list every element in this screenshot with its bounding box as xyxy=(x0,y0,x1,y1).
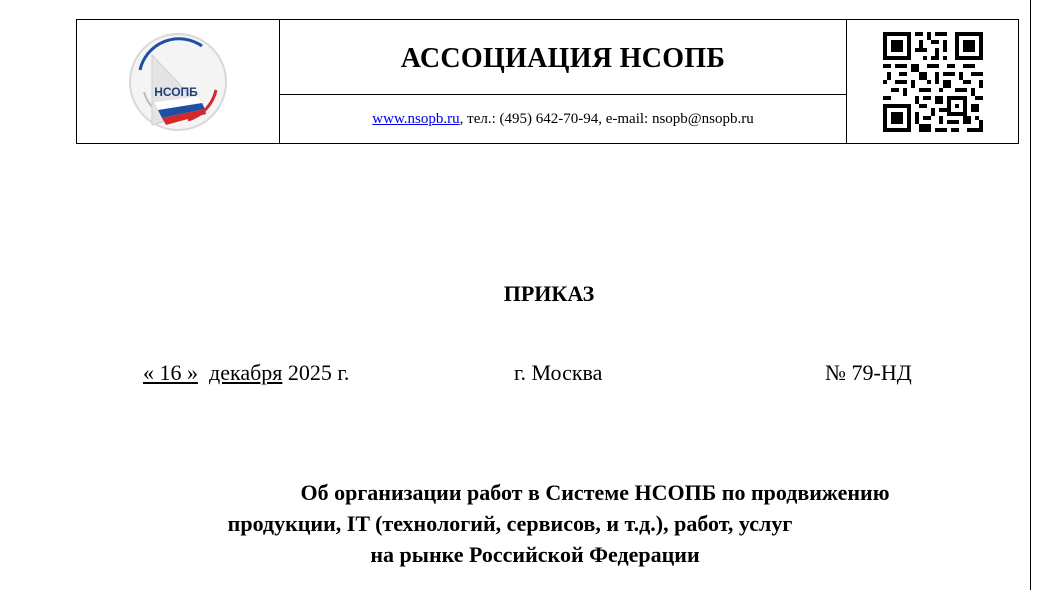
logo-cell xyxy=(77,20,280,143)
title-cell xyxy=(280,20,847,95)
logo-text: НСОПБ xyxy=(154,85,198,99)
contacts-line xyxy=(372,111,753,128)
subject-line: продукции, IT (технологий, сервисов, и т.д.), работ, услуг xyxy=(227,511,793,536)
order-subject xyxy=(200,477,930,570)
contacts-cell xyxy=(280,95,847,143)
subject-line: Об организации работ в Системе НСОПБ по продвижению xyxy=(300,480,890,505)
website-link[interactable]: www.nsopb.ru xyxy=(372,110,460,127)
date-day: 16 xyxy=(154,360,187,385)
nsopb-logo xyxy=(122,30,234,135)
letterhead-table xyxy=(76,19,1019,144)
date-year: 2025 г. xyxy=(287,360,350,385)
contacts-text: , тел.: (495) 642-70-94, e-mail: nsopb@nsopb.ru xyxy=(459,110,754,127)
qr-code-icon[interactable] xyxy=(883,32,983,132)
org-name: АССОЦИАЦИЯ НСОПБ xyxy=(400,43,726,74)
subject-line: на рынке Российской Федерации xyxy=(370,542,700,567)
document-type: ПРИКАЗ xyxy=(503,281,595,306)
date-month: декабря xyxy=(209,360,283,385)
order-city: г. Москва xyxy=(514,360,603,385)
date-open-quote: « xyxy=(143,360,154,385)
qr-cell xyxy=(847,20,1018,143)
order-date xyxy=(143,360,349,386)
order-number: № 79-НД xyxy=(825,360,912,385)
date-close-quote: » xyxy=(187,360,198,385)
